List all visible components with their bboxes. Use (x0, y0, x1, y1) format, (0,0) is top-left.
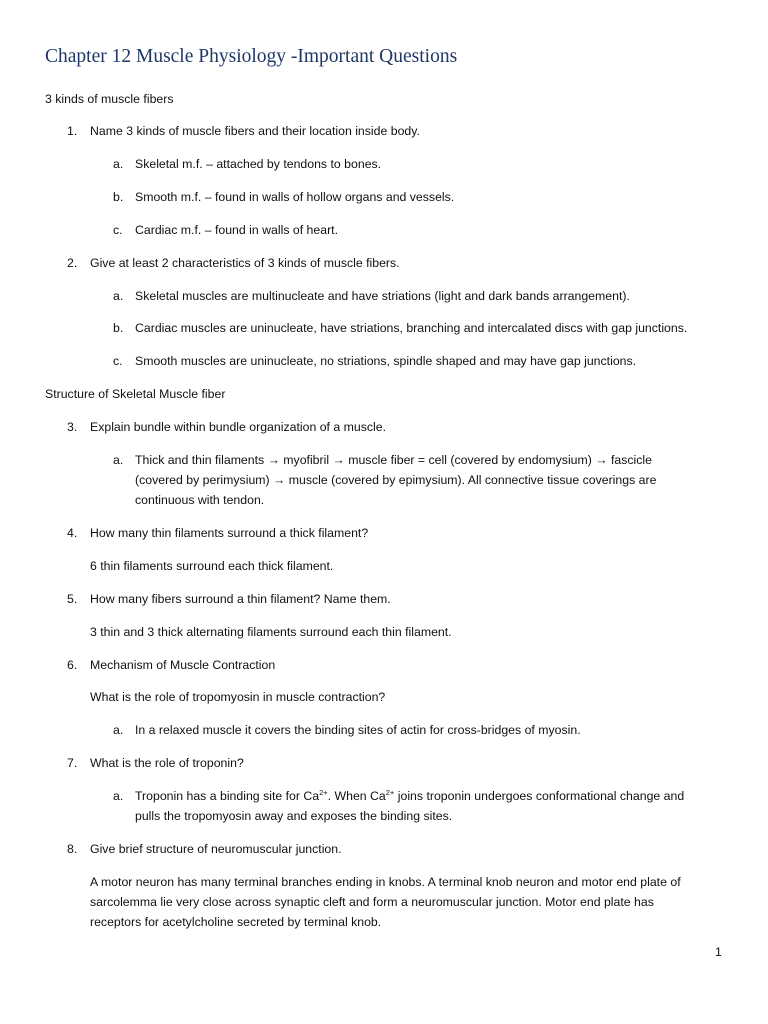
question-number: 5. (67, 592, 78, 606)
question-number: 2. (67, 256, 78, 270)
list-marker: a. (113, 157, 124, 171)
list-marker: b. (113, 321, 124, 335)
list-marker: a. (113, 789, 124, 803)
answer-line: sarcolemma lie very close across synaptic cleft and form a neuromuscular junction. Motor end plate has (90, 895, 654, 909)
list-marker: c. (113, 223, 123, 237)
question-text: Give at least 2 characteristics of 3 kinds of muscle fibers. (90, 256, 400, 270)
answer-text: 6 thin filaments surround each thick filament. (90, 559, 334, 573)
answer-line: Thick and thin filaments → myofibril → muscle fiber = cell (covered by endomysium) → fascicle (135, 453, 652, 467)
question-text: What is the role of tropomyosin in muscle contraction? (90, 690, 386, 704)
list-marker: c. (113, 354, 123, 368)
question-text: Explain bundle within bundle organization of a muscle. (90, 420, 386, 434)
answer-item: Smooth m.f. – found in walls of hollow organs and vessels. (135, 190, 455, 204)
question-text: Name 3 kinds of muscle fibers and their location inside body. (90, 124, 420, 138)
answer-segment: . When Ca (327, 789, 386, 803)
answer-item: Skeletal m.f. – attached by tendons to bones. (135, 157, 382, 171)
question-number: 7. (67, 756, 78, 770)
answer-item: Smooth muscles are uninucleate, no striations, spindle shaped and may have gap junctions. (135, 354, 637, 368)
question-number: 3. (67, 420, 78, 434)
section-heading: Structure of Skeletal Muscle fiber (45, 387, 226, 401)
question-number: 4. (67, 526, 78, 540)
question-text: How many thin filaments surround a thick filament? (90, 526, 369, 540)
superscript: 2+ (385, 788, 395, 797)
answer-segment: Troponin has a binding site for Ca (135, 789, 320, 803)
answer-line: continuous with tendon. (135, 493, 265, 507)
list-marker: a. (113, 723, 124, 737)
question-text: How many fibers surround a thin filament? Name them. (90, 592, 391, 606)
subsection-heading: Mechanism of Muscle Contraction (90, 658, 276, 672)
question-text: What is the role of troponin? (90, 756, 244, 770)
page-number: 1 (715, 945, 722, 959)
answer-line: pulls the tropomyosin away and exposes the binding sites. (135, 809, 453, 823)
answer-line: receptors for acetylcholine secreted by terminal knob. (90, 915, 382, 929)
list-marker: a. (113, 289, 124, 303)
answer-item: Cardiac m.f. – found in walls of heart. (135, 223, 338, 237)
answer-line: A motor neuron has many terminal branches ending in knobs. A terminal knob neuron and motor end plate of (90, 875, 681, 889)
question-text: Give brief structure of neuromuscular junction. (90, 842, 342, 856)
list-marker: a. (113, 453, 124, 467)
answer-item: Skeletal muscles are multinucleate and have striations (light and dark bands arrangement). (135, 289, 630, 303)
answer-line (135, 786, 684, 807)
answer-item: In a relaxed muscle it covers the binding sites of actin for cross-bridges of myosin. (135, 723, 581, 737)
answer-item: Cardiac muscles are uninucleate, have striations, branching and intercalated discs with gap junctions. (135, 321, 688, 335)
question-number: 1. (67, 124, 78, 138)
section-heading: 3 kinds of muscle fibers (45, 92, 174, 106)
answer-segment: joins troponin undergoes conformational change and (394, 789, 685, 803)
question-number: 6. (67, 658, 78, 672)
page-title: Chapter 12 Muscle Physiology -Important Questions (45, 46, 458, 67)
answer-line: (covered by perimysium) → muscle (covered by epimysium). All connective tissue coverings are (135, 473, 657, 487)
superscript: 2+ (319, 788, 328, 797)
list-marker: b. (113, 190, 124, 204)
question-number: 8. (67, 842, 78, 856)
answer-text: 3 thin and 3 thick alternating filaments surround each thin filament. (90, 625, 452, 639)
